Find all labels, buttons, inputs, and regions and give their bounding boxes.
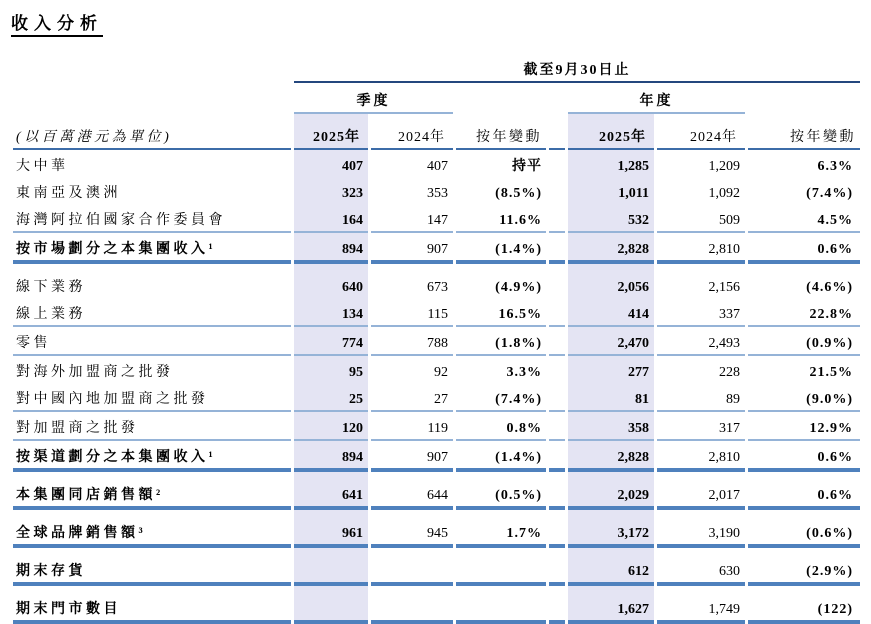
empty-cell xyxy=(748,83,860,114)
cell-quarter-2024: 353 xyxy=(427,185,448,201)
cell-year-2024: 1,092 xyxy=(708,185,740,201)
row-label: 大中華 xyxy=(16,158,69,174)
cell-quarter-2024: 907 xyxy=(371,233,453,264)
spacer-cell xyxy=(549,441,565,472)
spacer-cell xyxy=(549,356,565,383)
table-row xyxy=(13,412,860,441)
cell-quarter-2025 xyxy=(294,548,368,586)
spacer-cell xyxy=(549,150,565,177)
cell-quarter-yoy-change: 持平 xyxy=(512,158,542,174)
row-label: 本集團同店銷售額² xyxy=(13,472,291,510)
cell-quarter-2025: 120 xyxy=(294,412,368,441)
cell-quarter-2025: 407 xyxy=(294,150,368,177)
table-row xyxy=(13,264,860,298)
cell-quarter-2025: 894 xyxy=(294,441,368,472)
cell-quarter-yoy-change: (7.4%) xyxy=(456,383,546,412)
cell-year-2024: 2,017 xyxy=(657,472,745,510)
spacer-cell xyxy=(549,510,565,548)
cell-year-2025: 612 xyxy=(568,548,654,586)
cell-year-yoy-change: 22.8% xyxy=(748,298,860,327)
unit-note: (以百萬港元為單位) xyxy=(13,114,291,150)
quarter-group-header: 季度 xyxy=(294,83,453,114)
year-2025-header: 2025年 xyxy=(568,114,654,150)
cell-quarter-yoy-change: (4.9%) xyxy=(495,279,542,295)
cell-quarter-2024 xyxy=(371,586,453,624)
row-label: 按渠道劃分之本集團收入¹ xyxy=(13,441,291,472)
spacer-cell xyxy=(549,233,565,264)
table-row xyxy=(13,204,860,233)
table-row xyxy=(13,298,860,327)
cell-quarter-2025: 894 xyxy=(294,233,368,264)
cell-year-yoy-change: 6.3% xyxy=(817,158,853,174)
cell-quarter-yoy-change: 11.6% xyxy=(456,204,546,233)
year-2024-header: 2024年 xyxy=(657,114,745,150)
cell-year-2025: 532 xyxy=(568,204,654,233)
cell-year-2024: 2,156 xyxy=(708,279,740,295)
cell-year-2024: 228 xyxy=(719,364,740,380)
cell-year-2025: 1,627 xyxy=(568,586,654,624)
spacer-cell xyxy=(549,412,565,441)
cell-quarter-yoy-change xyxy=(456,548,546,586)
spacer-cell xyxy=(549,327,565,356)
cell-year-yoy-change: (0.9%) xyxy=(748,327,860,356)
cell-year-2025: 3,172 xyxy=(568,510,654,548)
cell-quarter-yoy-change: 16.5% xyxy=(456,298,546,327)
cell-quarter-2024: 147 xyxy=(371,204,453,233)
cell-quarter-yoy-change xyxy=(456,586,546,624)
table-row xyxy=(13,150,860,177)
table-row xyxy=(13,472,860,510)
cell-quarter-yoy-change: (1.8%) xyxy=(456,327,546,356)
cell-year-yoy-change: 0.6% xyxy=(748,233,860,264)
cell-year-yoy-change: 4.5% xyxy=(748,204,860,233)
cell-quarter-2024: 27 xyxy=(371,383,453,412)
cell-quarter-yoy-change: (0.5%) xyxy=(456,472,546,510)
cell-year-yoy-change: (7.4%) xyxy=(806,185,853,201)
cell-quarter-2024: 945 xyxy=(371,510,453,548)
spacer-cell xyxy=(549,383,565,412)
row-label: 按市場劃分之本集團收入¹ xyxy=(13,233,291,264)
cell-year-yoy-change: 0.6% xyxy=(748,472,860,510)
year-group-header: 年度 xyxy=(568,83,745,114)
cell-quarter-2025: 641 xyxy=(294,472,368,510)
cell-year-2025: 2,828 xyxy=(568,441,654,472)
table-row xyxy=(13,177,860,204)
spacer-cell xyxy=(549,298,565,327)
cell-year-2024: 2,810 xyxy=(657,233,745,264)
row-label: 線下業務 xyxy=(16,279,86,295)
cell-quarter-2025: 95 xyxy=(294,356,368,383)
cell-quarter-yoy-change: 0.8% xyxy=(456,412,546,441)
cell-quarter-2025: 774 xyxy=(294,327,368,356)
cell-year-2024: 89 xyxy=(657,383,745,412)
row-label: 零售 xyxy=(13,327,291,356)
empty-cell xyxy=(13,83,291,114)
cell-year-2024: 2,810 xyxy=(657,441,745,472)
year-yoy-change-header: 按年變動 xyxy=(748,114,860,150)
cell-year-2025: 2,029 xyxy=(568,472,654,510)
cell-quarter-2025: 164 xyxy=(294,204,368,233)
cell-quarter-2025: 640 xyxy=(294,264,368,298)
table-row xyxy=(13,327,860,356)
cell-year-2024: 1,749 xyxy=(657,586,745,624)
cell-quarter-yoy-change: (1.4%) xyxy=(456,233,546,264)
cell-year-yoy-change: 0.6% xyxy=(748,441,860,472)
cell-year-2025: 81 xyxy=(568,383,654,412)
cell-quarter-2025: 961 xyxy=(294,510,368,548)
cell-year-2024: 337 xyxy=(657,298,745,327)
cell-year-2025: 2,056 xyxy=(568,264,654,298)
table-row xyxy=(13,510,860,548)
spacer-cell xyxy=(549,264,565,298)
cell-year-yoy-change: (0.6%) xyxy=(748,510,860,548)
revenue-analysis-table xyxy=(10,51,863,624)
cell-quarter-2024: 115 xyxy=(371,298,453,327)
row-label: 東南亞及澳洲 xyxy=(16,185,121,201)
row-label: 對海外加盟商之批發 xyxy=(16,364,174,380)
cell-year-2024: 3,190 xyxy=(657,510,745,548)
cell-quarter-2025: 134 xyxy=(294,298,368,327)
cell-quarter-2024 xyxy=(371,548,453,586)
column-header-row xyxy=(13,114,860,150)
cell-quarter-2024: 92 xyxy=(434,364,448,380)
cell-year-yoy-change: (2.9%) xyxy=(748,548,860,586)
row-label: 期末存貨 xyxy=(13,548,291,586)
cell-quarter-2025: 25 xyxy=(294,383,368,412)
cell-year-yoy-change: (9.0%) xyxy=(748,383,860,412)
spacer-cell xyxy=(549,472,565,510)
table-row xyxy=(13,441,860,472)
cell-quarter-2024: 673 xyxy=(427,279,448,295)
cell-quarter-2024: 907 xyxy=(371,441,453,472)
cell-quarter-yoy-change: (8.5%) xyxy=(495,185,542,201)
cell-year-yoy-change: (122) xyxy=(748,586,860,624)
spacer-cell xyxy=(549,177,565,204)
table-row xyxy=(13,586,860,624)
period-header-row xyxy=(13,51,860,83)
cell-quarter-2024: 407 xyxy=(427,158,448,174)
cell-year-2024: 509 xyxy=(657,204,745,233)
cell-quarter-2024: 788 xyxy=(371,327,453,356)
cell-year-2024: 630 xyxy=(657,548,745,586)
cell-quarter-2024: 119 xyxy=(371,412,453,441)
cell-year-yoy-change: 21.5% xyxy=(809,364,853,380)
cell-year-2024: 2,493 xyxy=(657,327,745,356)
spacer-cell xyxy=(549,114,565,150)
cell-year-2025: 1,011 xyxy=(568,177,654,204)
quarter-2025-header: 2025年 xyxy=(294,114,368,150)
cell-year-2025: 358 xyxy=(568,412,654,441)
row-label: 對加盟商之批發 xyxy=(13,412,291,441)
page-title: 收入分析 xyxy=(11,9,103,37)
row-label: 海灣阿拉伯國家合作委員會 xyxy=(13,204,291,233)
cell-year-2024: 317 xyxy=(657,412,745,441)
quarter-yoy-change-header: 按年變動 xyxy=(456,114,546,150)
table-row xyxy=(13,383,860,412)
quarter-2024-header: 2024年 xyxy=(371,114,453,150)
table-row xyxy=(13,356,860,383)
table-row xyxy=(13,548,860,586)
cell-quarter-yoy-change: (1.4%) xyxy=(456,441,546,472)
cell-quarter-2025 xyxy=(294,586,368,624)
cell-year-2025: 2,470 xyxy=(568,327,654,356)
cell-quarter-2025: 323 xyxy=(294,177,368,204)
cell-year-2025: 414 xyxy=(568,298,654,327)
cell-year-2025: 277 xyxy=(568,356,654,383)
cell-year-yoy-change: (4.6%) xyxy=(806,279,853,295)
cell-quarter-yoy-change: 1.7% xyxy=(456,510,546,548)
row-label: 期末門市數目 xyxy=(13,586,291,624)
period-header: 截至9月30日止 xyxy=(294,51,860,83)
cell-year-2024: 1,209 xyxy=(708,158,740,174)
row-label: 線上業務 xyxy=(13,298,291,327)
empty-cell xyxy=(549,83,565,114)
empty-cell xyxy=(13,51,291,83)
table-body xyxy=(13,150,860,624)
spacer-cell xyxy=(549,204,565,233)
cell-year-2025: 2,828 xyxy=(568,233,654,264)
cell-year-yoy-change: 12.9% xyxy=(748,412,860,441)
table-row xyxy=(13,233,860,264)
row-label: 全球品牌銷售額³ xyxy=(13,510,291,548)
row-label: 對中國內地加盟商之批發 xyxy=(13,383,291,412)
cell-year-2025: 1,285 xyxy=(568,150,654,177)
empty-cell xyxy=(456,83,546,114)
spacer-cell xyxy=(549,586,565,624)
cell-quarter-yoy-change: 3.3% xyxy=(506,364,542,380)
spacer-cell xyxy=(549,548,565,586)
group-header-row xyxy=(13,83,860,114)
cell-quarter-2024: 644 xyxy=(371,472,453,510)
